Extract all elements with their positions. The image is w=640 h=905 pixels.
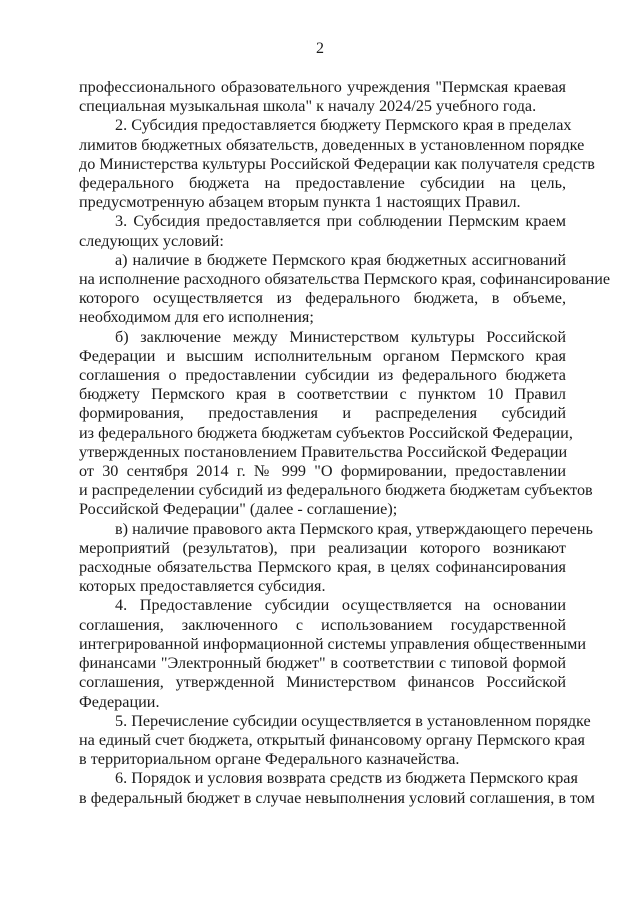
text-line: и распределении субсидий из федерального бюджета бюджетам субъектов — [79, 481, 593, 500]
text-line: 3. Субсидия предоставляется при соблюдении Пермским краем — [115, 212, 566, 231]
text-line: 5. Перечисление субсидии осуществляется в установленном порядке — [115, 711, 591, 730]
text-line: профессионального образовательного учреждения "Пермская краевая — [79, 78, 566, 96]
paragraph — [79, 596, 587, 711]
text-line: утвержденных постановлением Правительства Российской Федерации — [79, 442, 568, 461]
text-line: от 30 сентября 2014 г. № 999 "О формировании, предоставлении — [79, 462, 566, 481]
text-line: в территориальном органе Федерального казначейства. — [79, 750, 460, 769]
text-line: федерального бюджета на предоставление субсидии на цель, — [79, 174, 566, 193]
text-line: интегрированной информационной системы управления общественными — [79, 634, 587, 653]
text-line: 6. Порядок и условия возврата средств из бюджета Пермского края — [115, 769, 578, 788]
text-line: необходимом для его исполнения; — [79, 308, 314, 327]
text-line: которых предоставляется субсидия. — [79, 577, 326, 596]
text-line: на единый счет бюджета, открытый финансовому органу Пермского края — [79, 730, 585, 749]
text-line: финансами "Электронный бюджет" в соответствии с типовой формой — [79, 654, 566, 673]
paragraph — [79, 212, 566, 250]
text-line: соглашения о предоставлении субсидии из федерального бюджета — [79, 366, 566, 385]
text-line: формирования, предоставления и распределения субсидий — [79, 404, 566, 423]
text-line: б) заключение между Министерством культуры Российской — [115, 327, 566, 346]
text-line: которого осуществляется из федерального бюджета, в объеме, — [79, 289, 566, 308]
paragraph — [79, 78, 566, 116]
text-line: бюджету Пермского края в соответствии с пунктом 10 Правил — [79, 385, 566, 404]
paragraph — [79, 711, 591, 770]
paragraph — [79, 116, 595, 212]
text-line: в федеральный бюджет в случае невыполнения условий соглашения, в том — [79, 788, 595, 807]
text-line: Федерации и высшим исполнительным органом Пермского края — [79, 346, 566, 365]
paragraph — [79, 769, 595, 807]
text-line: Российской Федерации" (далее - соглашение); — [79, 500, 398, 519]
text-line: предусмотренную абзацем вторым пункта 1 настоящих Правил. — [79, 193, 521, 212]
text-line: лимитов бюджетных обязательств, доведенных в установленном порядке — [79, 135, 585, 154]
paragraph — [79, 250, 611, 328]
text-line: а) наличие в бюджете Пермского края бюджетных ассигнований — [115, 250, 566, 269]
text-line: специальная музыкальная школа" к началу 2024/25 учебного года. — [79, 97, 537, 116]
text-line: из федерального бюджета бюджетам субъектов Российской Федерации, — [79, 423, 573, 442]
text-line: 4. Предоставление субсидии осуществляется на основании — [115, 596, 566, 615]
text-line: в) наличие правового акта Пермского края, утверждающего перечень — [115, 519, 593, 538]
text-line: мероприятий (результатов), при реализации которого возникают — [79, 538, 566, 557]
text-line: Федерации. — [79, 692, 160, 711]
text-line: соглашения, заключенного с использованием государственной — [79, 615, 566, 634]
text-line: расходные обязательства Пермского края, в целях софинансирования — [79, 558, 566, 577]
document-body — [79, 78, 611, 808]
text-line: следующих условий: — [79, 231, 224, 250]
text-line: до Министерства культуры Российской Федерации как получателя средств — [79, 154, 595, 173]
text-line: на исполнение расходного обязательства Пермского края, софинансирование — [79, 270, 611, 289]
page-number: 2 — [316, 40, 324, 57]
paragraph — [79, 519, 593, 597]
paragraph — [79, 327, 593, 520]
text-line: соглашения, утвержденной Министерством финансов Российской — [79, 673, 566, 692]
text-line: 2. Субсидия предоставляется бюджету Пермского края в пределах — [115, 116, 572, 135]
